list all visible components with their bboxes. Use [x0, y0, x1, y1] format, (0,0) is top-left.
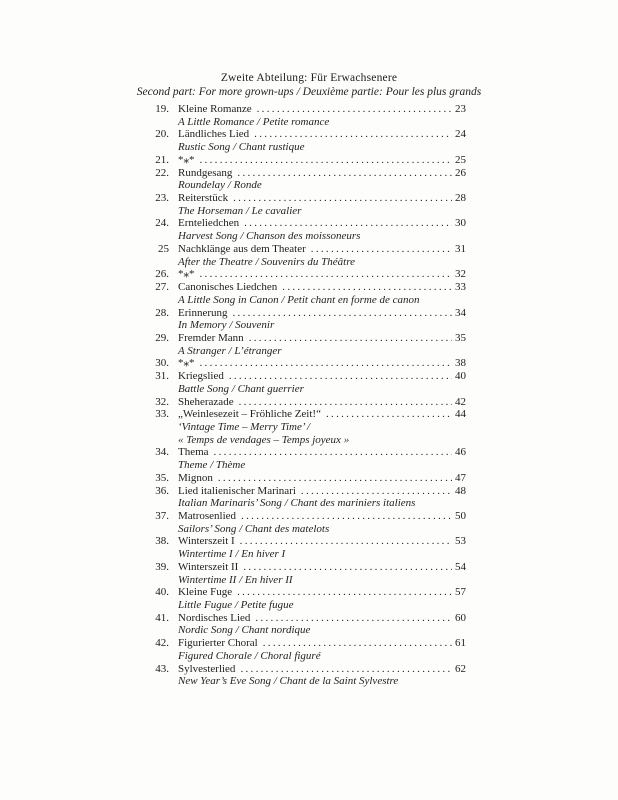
toc-entry	[152, 485, 466, 498]
toc-entry	[152, 446, 466, 459]
entry-number: 36.	[155, 484, 169, 497]
toc-entry	[152, 128, 466, 141]
dot-leader	[200, 154, 453, 167]
entry-number: 40.	[155, 586, 169, 599]
dot-leader	[218, 472, 452, 485]
entry-page-number: 25	[455, 153, 466, 166]
entry-number: 43.	[155, 662, 169, 675]
dot-leader	[237, 586, 452, 599]
entry-number: 26.	[155, 268, 169, 281]
entry-title: *⁎*	[178, 268, 195, 281]
entry-number: 19.	[155, 103, 169, 115]
entry-title: Reiterstück	[178, 192, 229, 205]
entry-title: Winterszeit II	[178, 560, 239, 573]
entry-page-number: 60	[455, 611, 466, 624]
dot-leader	[249, 332, 452, 345]
entry-page-number: 40	[455, 370, 466, 383]
entry-page-number: 57	[455, 586, 466, 599]
toc-entry	[152, 396, 466, 409]
dot-leader	[200, 357, 453, 370]
entry-subtitle: ‘Vintage Time – Merry Time’ /	[178, 420, 311, 433]
entry-page-number: 24	[455, 128, 466, 141]
entry-number: 24.	[155, 217, 169, 230]
dot-leader	[257, 103, 452, 116]
entry-number: 38.	[155, 535, 169, 548]
section-title-german: Zweite Abteilung: Für Erwachsenere	[220, 72, 398, 84]
toc-entry	[152, 192, 466, 205]
dot-leader	[263, 637, 452, 650]
toc-entry	[152, 408, 466, 421]
entry-subtitle: A Little Song in Canon / Petit chant en forme de canon	[178, 293, 420, 306]
toc-entry	[152, 561, 466, 574]
entry-title: „Weinlesezeit – Fröhliche Zeit!“	[178, 408, 321, 421]
entry-number: 30.	[155, 357, 169, 370]
entry-title: Figurierter Choral	[178, 637, 258, 650]
entry-title: Lied italienischer Marinari	[178, 484, 296, 497]
entry-page-number: 30	[455, 217, 466, 230]
entry-number: 41.	[155, 611, 169, 624]
entry-page-number: 32	[455, 268, 466, 281]
dot-leader	[232, 307, 452, 320]
entry-number: 39.	[155, 560, 169, 573]
toc-entry	[152, 637, 466, 650]
toc-entry	[152, 217, 466, 230]
entry-page-number: 46	[455, 446, 466, 459]
toc-entry	[152, 307, 466, 320]
entry-page-number: 23	[455, 103, 466, 115]
entry-subtitle: The Horseman / Le cavalier	[178, 204, 302, 217]
dot-leader	[240, 663, 452, 676]
section-title-translations: Second part: For more grown-ups / Deuxième partie: Pour les plus grands	[136, 86, 482, 98]
toc-list	[152, 103, 466, 688]
toc-entry	[152, 357, 466, 370]
entry-subtitle: Wintertime II / En hiver II	[178, 573, 293, 586]
entry-page-number: 35	[455, 331, 466, 344]
dot-leader	[240, 535, 452, 548]
entry-subtitle: Italian Marinaris’ Song / Chant des mariniers italiens	[178, 497, 416, 510]
entry-title: Canonisches Liedchen	[178, 281, 278, 294]
dot-leader	[200, 268, 453, 281]
entry-subtitle: Sailors’ Song / Chant des matelots	[178, 522, 330, 535]
entry-page-number: 28	[455, 192, 466, 205]
entry-number: 34.	[155, 446, 169, 459]
entry-page-number: 42	[455, 395, 466, 408]
entry-title: Fremder Mann	[178, 331, 244, 344]
entry-subtitle: Rustic Song / Chant rustique	[178, 141, 305, 154]
entry-title: Kleine Fuge	[178, 586, 233, 599]
entry-page-number: 62	[455, 662, 466, 675]
dot-leader	[254, 128, 452, 141]
entry-number: 25	[158, 242, 169, 255]
entry-subtitle: « Temps de vendages – Temps joyeux »	[178, 433, 350, 446]
entry-page-number: 48	[455, 484, 466, 497]
entry-title: *⁎*	[178, 153, 195, 166]
dot-leader	[233, 192, 452, 205]
toc-entry	[152, 281, 466, 294]
entry-number: 35.	[155, 471, 169, 484]
entry-number: 27.	[155, 281, 169, 294]
section-header	[0, 71, 618, 99]
dot-leader	[311, 243, 452, 256]
entry-subtitle: Little Fugue / Petite fugue	[178, 599, 294, 612]
entry-number: 37.	[155, 510, 169, 522]
entry-page-number: 33	[455, 281, 466, 294]
entry-subtitle: After the Theatre / Souvenirs du Théâtre	[178, 255, 355, 268]
toc-entry	[152, 103, 466, 116]
entry-subtitle: In Memory / Souvenir	[178, 319, 275, 332]
dot-leader	[239, 396, 452, 409]
entry-number: 32.	[155, 395, 169, 408]
toc-entry	[152, 535, 466, 548]
entry-title: Mignon	[178, 471, 213, 484]
dot-leader	[244, 217, 452, 230]
entry-title: Nordisches Lied	[178, 611, 251, 624]
entry-number: 21.	[155, 153, 169, 166]
entry-title: Rundgesang	[178, 166, 233, 179]
dot-leader	[326, 408, 452, 421]
toc-entry	[152, 510, 466, 523]
entry-page-number: 47	[455, 471, 466, 484]
dot-leader	[214, 446, 452, 459]
entry-title: Ländliches Lied	[178, 128, 250, 141]
entry-subtitle: A Little Romance / Petite romance	[178, 115, 330, 128]
entry-page-number: 34	[455, 306, 466, 319]
entry-title: Erinnerung	[178, 306, 228, 319]
dot-leader	[237, 167, 452, 180]
entry-subtitle: Figured Chorale / Choral figuré	[178, 649, 321, 662]
entry-number: 20.	[155, 128, 169, 141]
entry-title: Matrosenlied	[178, 510, 237, 522]
dot-leader	[241, 510, 452, 523]
entry-title: Nachklänge aus dem Theater	[178, 242, 306, 255]
entry-subtitle: Battle Song / Chant guerrier	[178, 382, 304, 395]
entry-title: Thema	[178, 446, 209, 459]
entry-page-number: 54	[455, 560, 466, 573]
entry-page-number: 53	[455, 535, 466, 548]
entry-number: 31.	[155, 370, 169, 383]
dot-leader	[229, 370, 452, 383]
entry-title: Kleine Romanze	[178, 103, 252, 115]
entry-subtitle: Roundelay / Ronde	[178, 179, 262, 192]
dot-leader	[255, 612, 452, 625]
entry-number: 33.	[155, 408, 169, 421]
entry-subtitle: Theme / Thème	[178, 459, 246, 472]
entry-subtitle: New Year’s Eve Song / Chant de la Saint Sylvestre	[178, 675, 399, 688]
toc-entry	[152, 370, 466, 383]
entry-page-number: 44	[455, 408, 466, 421]
toc-entry	[152, 472, 466, 485]
entry-number: 29.	[155, 331, 169, 344]
entry-number: 42.	[155, 637, 169, 650]
entry-title: Sylvesterlied	[178, 662, 236, 675]
entry-number: 22.	[155, 166, 169, 179]
entry-subtitle: Nordic Song / Chant nordique	[178, 624, 311, 637]
toc-entry	[152, 332, 466, 345]
entry-subtitle: A Stranger / L’étranger	[178, 344, 282, 357]
entry-page-number: 38	[455, 357, 466, 370]
entry-subtitle: Wintertime I / En hiver I	[178, 548, 286, 561]
dot-leader	[301, 485, 452, 498]
entry-title: Sheherazade	[178, 395, 234, 408]
toc-entry	[152, 243, 466, 256]
dot-leader	[243, 561, 452, 574]
toc-entry	[152, 268, 466, 281]
dot-leader	[282, 281, 452, 294]
entry-subtitle: Harvest Song / Chanson des moissoneurs	[178, 230, 361, 243]
entry-page-number: 61	[455, 637, 466, 650]
toc-entry	[152, 663, 466, 676]
toc-entry	[152, 167, 466, 180]
toc-entry	[152, 612, 466, 625]
entry-page-number: 31	[455, 242, 466, 255]
entry-title: *⁎*	[178, 357, 195, 370]
entry-number: 28.	[155, 306, 169, 319]
entry-title: Ernteliedchen	[178, 217, 240, 230]
toc-entry	[152, 586, 466, 599]
entry-title: Kriegslied	[178, 370, 224, 383]
entry-title: Winterszeit I	[178, 535, 235, 548]
entry-page-number: 26	[455, 166, 466, 179]
entry-number: 23.	[155, 192, 169, 205]
entry-page-number: 50	[455, 510, 466, 522]
toc-entry	[152, 154, 466, 167]
